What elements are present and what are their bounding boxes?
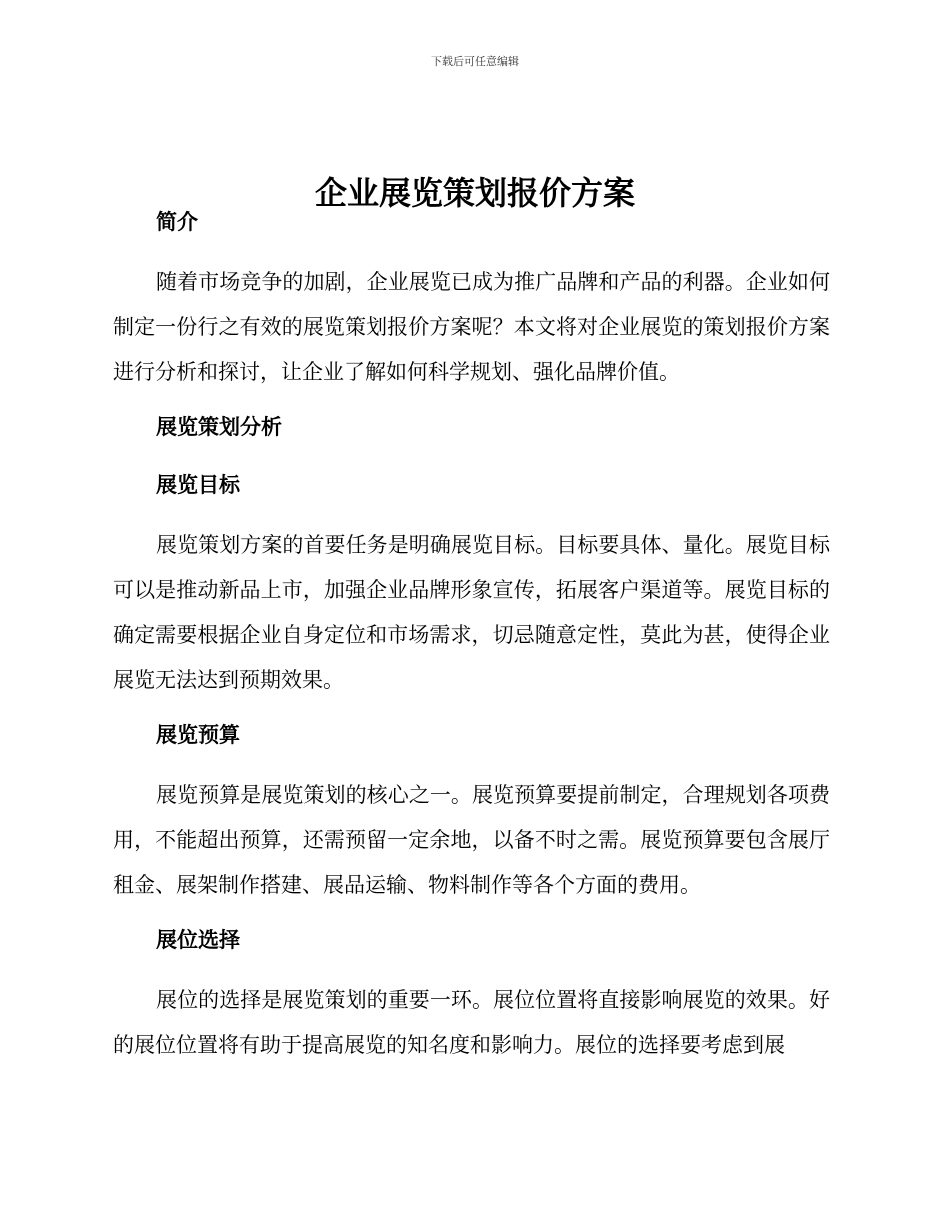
goal-paragraph: 展览策划方案的首要任务是明确展览目标。目标要具体、量化。展览目标可以是推动新品上市，加强企业品牌形象宣传，拓展客户渠道等。展览目标的确定需要根据企业自身定位和市场需求，切忌随意定性，莫此为甚，使得企业展览无法达到预期效果。 [113, 533, 830, 692]
goal-heading: 展览目标 [156, 473, 240, 497]
analysis-heading: 展览策划分析 [156, 415, 282, 439]
header-note: 下载后可任意编辑 [431, 55, 519, 68]
booth-heading: 展位选择 [156, 928, 240, 952]
budget-heading: 展览预算 [156, 723, 240, 747]
intro-paragraph: 随着市场竞争的加剧，企业展览已成为推广品牌和产品的利器。企业如何制定一份行之有效的展览策划报价方案呢？本文将对企业展览的策划报价方案进行分析和探讨，让企业了解如何科学规划、强化品牌价值。 [113, 270, 830, 384]
intro-heading: 简介 [156, 210, 198, 234]
budget-paragraph: 展览预算是展览策划的核心之一。展览预算要提前制定，合理规划各项费用，不能超出预算，还需预留一定余地，以备不时之需。展览预算要包含展厅租金、展架制作搭建、展品运输、物料制作等各个方面的费用。 [113, 783, 830, 897]
document-body [113, 204, 830, 1068]
document-title: 企业展览策划报价方案 [314, 174, 635, 213]
booth-paragraph: 展位的选择是展览策划的重要一环。展位位置将直接影响展览的效果。好的展位位置将有助于提高展览的知名度和影响力。展位的选择要考虑到展 [113, 988, 830, 1057]
